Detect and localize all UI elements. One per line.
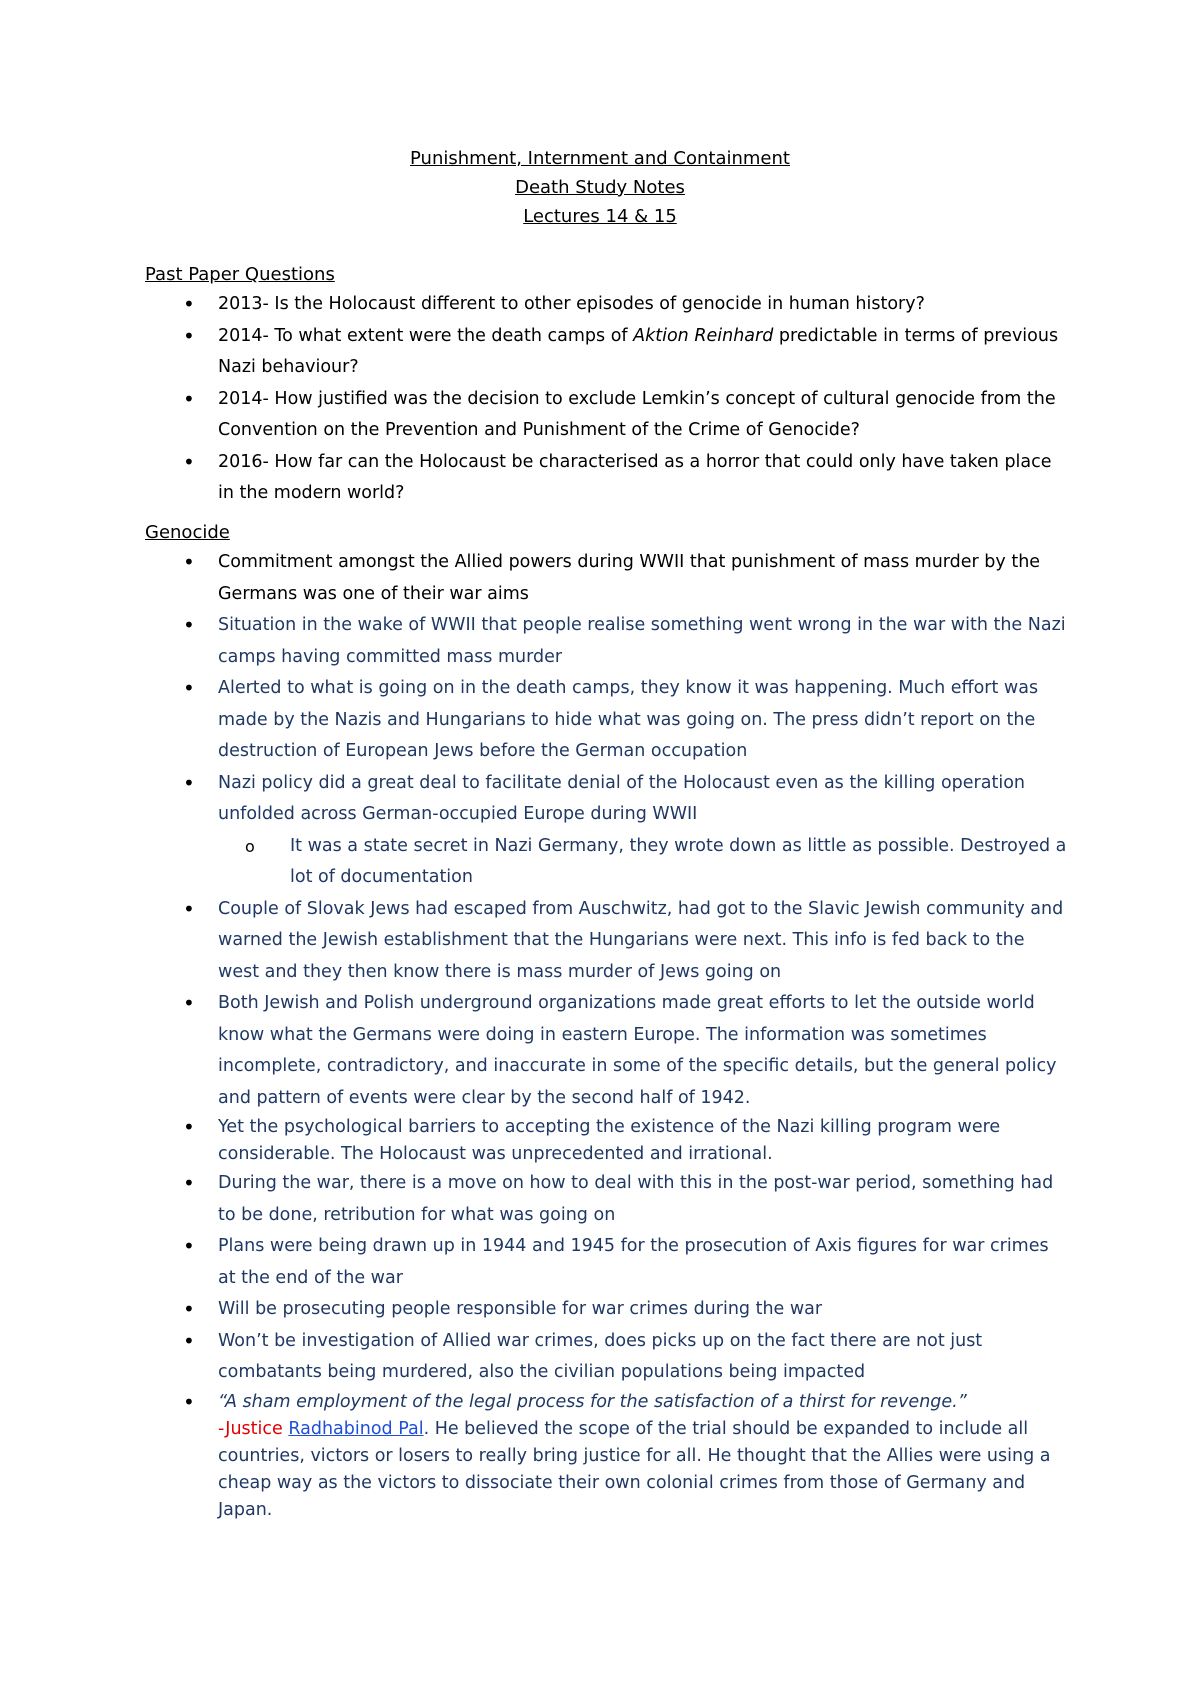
list-item [0, 673, 1070, 768]
note-text: Plans were being drawn up in 1944 and 1945 for the prosecution of Axis figures for war crimes at the end of the war [218, 1236, 1049, 1288]
quote-text: “A sham employment of the legal process for the satisfaction of a thirst for revenge.” [218, 1391, 967, 1412]
document-lectures: Lectures 14 & 15 [523, 206, 677, 227]
list-item [0, 321, 1070, 384]
note-text: During the war, there is a move on how to deal with this in the post-war period, something had to be done, retribution for what was going on [218, 1173, 1054, 1225]
past-paper-heading: Past Paper Questions [145, 264, 335, 285]
note-text: Commitment amongst the Allied powers during WWII that punishment of mass murder by the Germans was one of their war aims [218, 552, 1041, 604]
genocide-list [0, 547, 1200, 1524]
list-item [0, 289, 1070, 321]
note-text: Yet the psychological barriers to accepting the existence of the Nazi killing program were considerable. The Holocaust was unprecedented and irrational. [218, 1117, 1001, 1164]
past-paper-list [0, 289, 1200, 510]
note-text: Won’t be investigation of Allied war crimes, does picks up on the fact there are not just combatants being murdered, also the civilian populations being impacted [218, 1330, 983, 1382]
question-text: 2014- How justified was the decision to exclude Lemkin’s concept of cultural genocide from the Convention on the Prevention and Punishment of the Crime of Genocide? [218, 388, 1056, 440]
list-item [0, 1114, 1070, 1168]
question-text: 2014- To what extent were the death camps of [218, 325, 634, 346]
note-text: Couple of Slovak Jews had escaped from Auschwitz, had got to the Slavic Jewish community and warned the Jewish establishment that the Hungarians were next. This info is fed back to the west and they then know there is mass murder of Jews going on [218, 898, 1064, 982]
document-subtitle: Death Study Notes [515, 177, 685, 198]
sub-list-item [0, 831, 1070, 894]
note-text: Both Jewish and Polish underground organizations made great efforts to let the outside world know what the Germans were doing in eastern Europe. The information was sometimes incomplete, contradictory, and inaccurate in some of the specific details, but the general policy and pattern of events were clear by the second half of 1942. [218, 993, 1057, 1108]
list-item [0, 1168, 1070, 1231]
list-item [0, 610, 1070, 673]
list-item [0, 1326, 1070, 1389]
question-text: predictable in terms of previous Nazi behaviour? [218, 325, 1059, 377]
list-item [0, 768, 1070, 831]
list-item [0, 894, 1070, 989]
list-item [0, 547, 1070, 610]
note-text: Will be prosecuting people responsible for war crimes during the war [218, 1299, 823, 1319]
list-item [0, 384, 1070, 447]
list-item [0, 1294, 1070, 1326]
note-text: It was a state secret in Nazi Germany, they wrote down as little as possible. Destroyed a lot of documentation [290, 835, 1067, 887]
note-text: Nazi policy did a great deal to facilitate denial of the Holocaust even as the killing operation unfolded across German-occupied Europe during WWII [218, 772, 1025, 824]
question-italic: Aktion Reinhard [633, 325, 774, 346]
list-item [0, 447, 1070, 510]
list-item [0, 1389, 1070, 1524]
question-text: 2016- How far can the Holocaust be characterised as a horror that could only have taken place in the modern world? [218, 451, 1052, 503]
radhabinod-pal-link[interactable]: Radhabinod Pal [288, 1418, 424, 1439]
genocide-heading: Genocide [145, 522, 230, 543]
list-item [0, 1231, 1070, 1294]
justice-label: -Justice [218, 1418, 289, 1439]
list-item [0, 988, 1070, 1114]
question-text: 2013- Is the Holocaust different to other episodes of genocide in human history? [218, 294, 925, 314]
note-text: . He believed the scope of the trial should be expanded to include all countries, victors or losers to really bring justice for all. He thought that the Allies were using a cheap way as the victors to dissociate their own colonial crimes from those of Germany and Japan. [218, 1418, 1051, 1520]
note-text: Situation in the wake of WWII that people realise something went wrong in the war with the Nazi camps having committed mass murder [218, 615, 1066, 667]
note-text: Alerted to what is going on in the death camps, they know it was happening. Much effort was made by the Nazis and Hungarians to hide what was going on. The press didn’t report on the destruction of European Jews before the German occupation [218, 678, 1039, 761]
document-title: Punishment, Internment and Containment [410, 148, 790, 169]
